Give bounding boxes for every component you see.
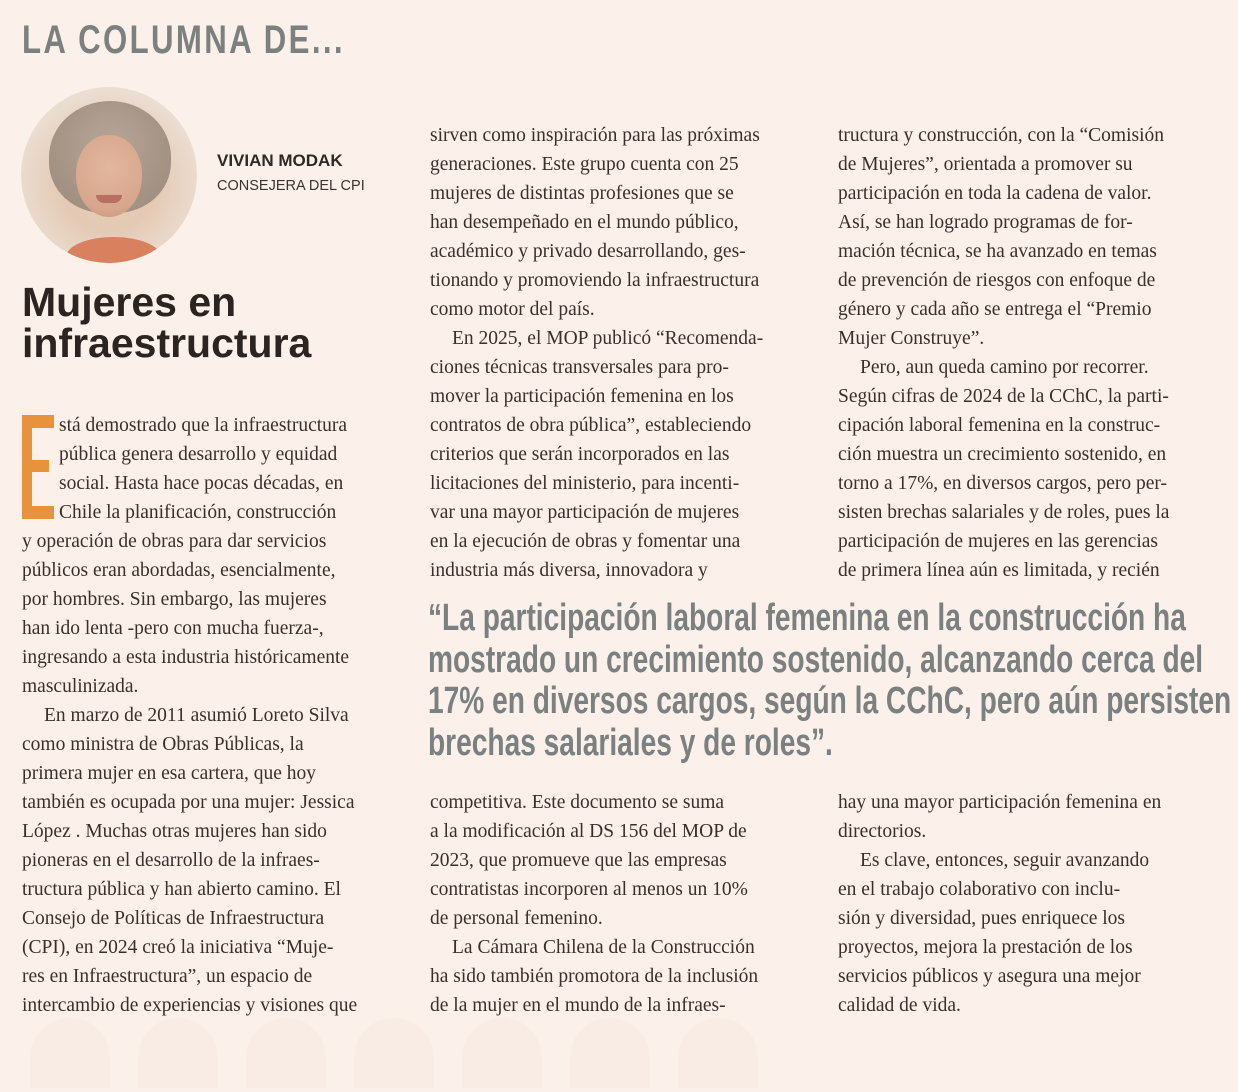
body-line: de primera línea aún es limitada, y recién — [838, 560, 1160, 581]
body-line: López . Muchas otras mujeres han sido — [22, 821, 327, 842]
title-line: infraestructura — [22, 320, 312, 366]
article-title — [22, 279, 402, 366]
pull-quote-line: brechas salariales y de roles”. — [428, 721, 833, 764]
body-line: sión y diversidad, pues enriquece los — [838, 908, 1126, 929]
author-name: VIVIAN MODAK — [217, 151, 343, 170]
body-line: torno a 17%, en diversos cargos, pero per- — [838, 473, 1168, 494]
column-right-top — [838, 121, 1223, 585]
body-line: han desempeñado en el mundo público, — [430, 212, 739, 233]
body-line: Es clave, entonces, seguir avanzando — [860, 850, 1150, 871]
photo-face — [76, 135, 142, 217]
body-line: industria más diversa, innovadora y — [430, 560, 708, 581]
author-role: CONSEJERA DEL CPI — [217, 178, 365, 194]
body-line: stá demostrado que la infraestructura — [59, 415, 348, 436]
body-line: licitaciones del ministerio, para incenti- — [430, 473, 740, 494]
body-line: han ido lenta -pero con mucha fuerza-, — [22, 618, 324, 639]
column-left — [22, 411, 402, 1020]
pull-quote — [428, 597, 1232, 764]
title-line: Mujeres en — [22, 279, 237, 325]
body-line: en el trabajo colaborativo con inclu- — [838, 879, 1121, 900]
body-line: La Cámara Chilena de la Construcción — [452, 937, 755, 958]
section-kicker: LA COLUMNA DE... — [22, 18, 345, 62]
paragraph — [430, 324, 815, 585]
pull-quote-line: 17% en diversos cargos, según la CChC, pero aún persisten — [428, 680, 1232, 722]
body-line: servicios públicos y asegura una mejor — [838, 966, 1141, 987]
body-line: directorios. — [838, 821, 927, 842]
body-line: ción muestra un crecimiento sostenido, en — [838, 444, 1167, 465]
paragraph — [430, 933, 815, 1020]
body-line: Según cifras de 2024 de la CChC, la parti- — [838, 386, 1169, 407]
body-line: a la modificación al DS 156 del MOP de — [430, 821, 747, 842]
body-line: como motor del país. — [430, 299, 595, 320]
body-line: En 2025, el MOP publicó “Recomenda- — [452, 328, 764, 349]
body-line: mujeres de distintas profesiones que se — [430, 183, 734, 204]
body-line: por hombres. Sin embargo, las mujeres — [22, 589, 327, 610]
body-line: contratistas incorporen al menos un 10% — [430, 879, 748, 900]
body-line: Consejo de Políticas de Infraestructura — [22, 908, 325, 929]
body-line: públicos eran abordadas, esencialmente, — [22, 560, 336, 581]
body-line: masculinizada. — [22, 676, 139, 697]
body-line: en la ejecución de obras y fomentar una — [430, 531, 741, 552]
body-line: académico y privado desarrollando, ges- — [430, 241, 746, 262]
body-line: competitiva. Este documento se suma — [430, 792, 725, 813]
body-line: de la mujer en el mundo de la infraes- — [430, 995, 726, 1016]
body-line: de Mujeres”, orientada a promover su — [838, 154, 1133, 175]
body-line: de personal femenino. — [430, 908, 603, 929]
paragraph — [838, 846, 1223, 1020]
body-line: primera mujer en esa cartera, que hoy — [22, 763, 316, 784]
body-line: también es ocupada por una mujer: Jessica — [22, 792, 355, 813]
photo-shirt — [66, 237, 161, 263]
body-line: generaciones. Este grupo cuenta con 25 — [430, 154, 739, 175]
author-photo — [21, 87, 197, 263]
body-line: tructura pública y han abierto camino. El — [22, 879, 341, 900]
body-line: sirven como inspiración para las próximas — [430, 125, 760, 146]
column-middle-top — [430, 121, 815, 585]
body-line: hay una mayor participación femenina en — [838, 792, 1162, 813]
paragraph — [838, 353, 1223, 585]
paragraph — [430, 788, 815, 933]
body-line: mación técnica, se ha avanzado en temas — [838, 241, 1157, 262]
body-line: tructura y construcción, con la “Comisión — [838, 125, 1164, 146]
body-line: criterios que serán incorporados en las — [430, 444, 730, 465]
body-line: En marzo de 2011 asumió Loreto Silva — [44, 705, 349, 726]
photo-smile — [96, 195, 122, 203]
dropcap-letter-e — [22, 415, 54, 519]
body-line: (CPI), en 2024 creó la iniciativa “Muje- — [22, 937, 334, 958]
body-line: y operación de obras para dar servicios — [22, 531, 327, 552]
body-line: participación de mujeres en las gerencias — [838, 531, 1158, 552]
body-line: social. Hasta hace pocas décadas, en — [59, 473, 344, 494]
paragraph — [838, 121, 1223, 353]
body-line: ingresando a esta industria históricamente — [22, 647, 350, 668]
body-line: cipación laboral femenina en la construc- — [838, 415, 1161, 436]
body-line: participación en toda la cadena de valor. — [838, 183, 1152, 204]
body-line: intercambio de experiencias y visiones que — [22, 995, 358, 1016]
body-line: contratos de obra pública”, estableciendo — [430, 415, 752, 436]
pull-quote-line: “La participación laboral femenina en la construcción ha — [428, 597, 1186, 639]
body-line: ciones técnicas transversales para pro- — [430, 357, 729, 378]
pull-quote-line: mostrado un crecimiento sostenido, alcanzando cerca del — [428, 638, 1204, 681]
body-line: res en Infraestructura”, un espacio de — [22, 966, 313, 987]
body-line: Chile la planificación, construcción — [59, 502, 337, 523]
body-line: mover la participación femenina en los — [430, 386, 734, 407]
background-watermark — [30, 1018, 930, 1058]
paragraph — [430, 121, 815, 324]
paragraph — [22, 701, 402, 1020]
body-line: tionando y promoviendo la infraestructura — [430, 270, 760, 291]
body-line: pública genera desarrollo y equidad — [59, 444, 338, 465]
column-middle-bottom — [430, 788, 815, 1020]
column-right-bottom — [838, 788, 1223, 1020]
body-line: var una mayor participación de mujeres — [430, 502, 740, 523]
body-line: pioneras en el desarrollo de la infraes- — [22, 850, 320, 871]
body-line: Pero, aun queda camino por recorrer. — [860, 357, 1149, 378]
body-line: Mujer Construye”. — [838, 328, 985, 349]
first-paragraph — [22, 411, 402, 701]
body-line: proyectos, mejora la prestación de los — [838, 937, 1133, 958]
body-line: género y cada año se entrega el “Premio — [838, 299, 1152, 320]
body-line: sisten brechas salariales y de roles, pues la — [838, 502, 1170, 523]
body-line: calidad de vida. — [838, 995, 961, 1016]
body-line: 2023, que promueve que las empresas — [430, 850, 727, 871]
paragraph — [838, 788, 1223, 846]
body-line: Así, se han logrado programas de for- — [838, 212, 1133, 233]
body-line: ha sido también promotora de la inclusión — [430, 966, 759, 987]
body-line: como ministra de Obras Públicas, la — [22, 734, 304, 755]
body-line: de prevención de riesgos con enfoque de — [838, 270, 1156, 291]
